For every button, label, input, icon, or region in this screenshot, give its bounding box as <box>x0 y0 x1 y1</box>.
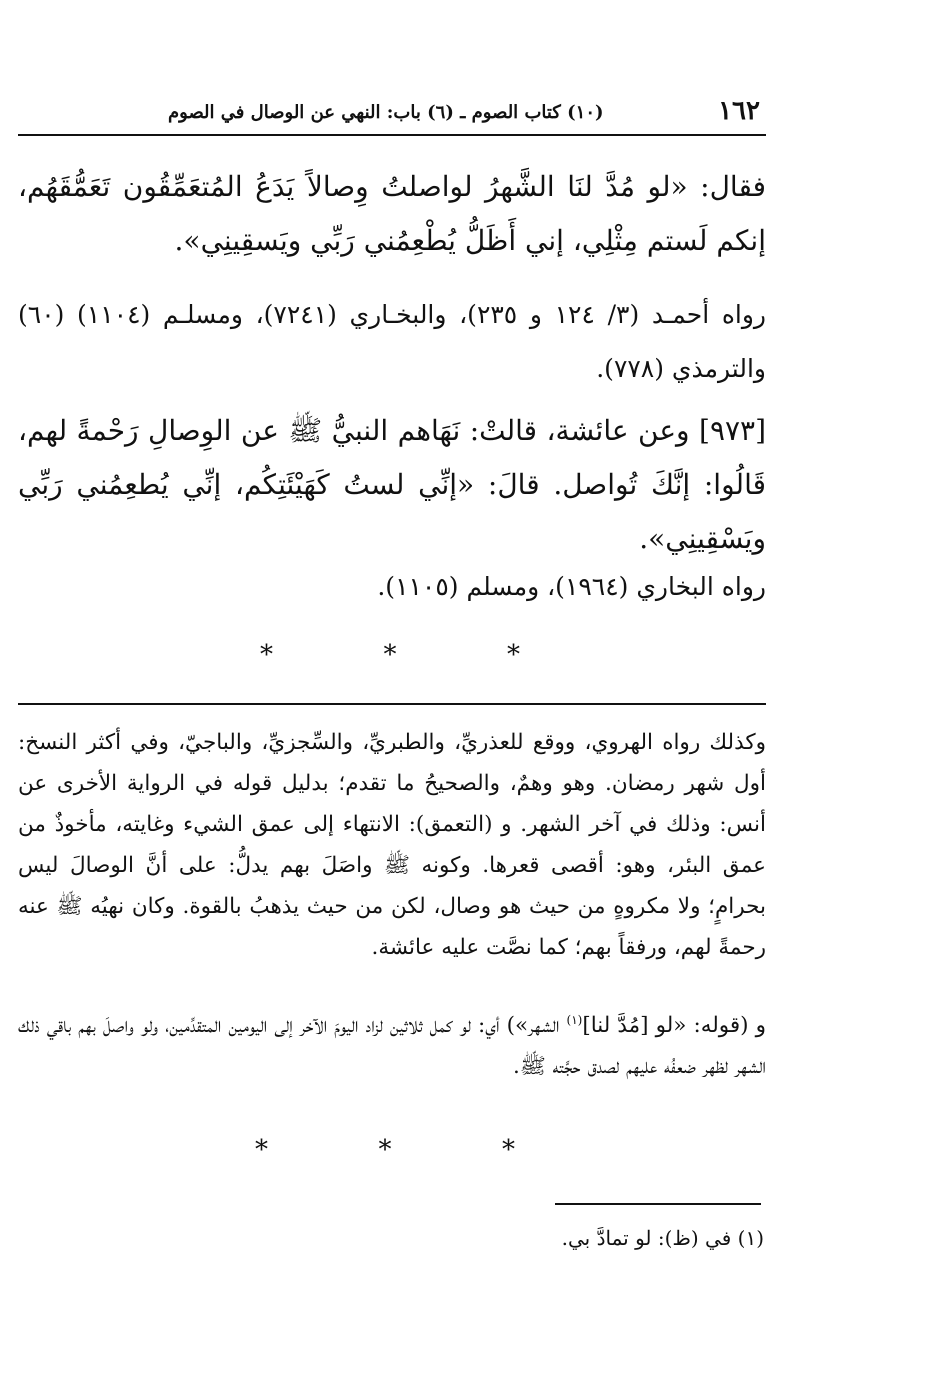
running-title: (١٠) كتاب الصوم ـ (٦) باب: النهي عن الوصال في الصوم <box>168 102 604 123</box>
separator-star: * <box>502 1135 515 1165</box>
hadith-continuation: فقال: «لو مُدَّ لنَا الشَّهرُ لواصلتُ وِصالاً يَدَعُ المُتعَمِّقُون تَعَمُّقَهُم، إنكم لَستم مِثْلِي، إني أَظَلُّ يُطْعِمُني رَبِّي ويَسقِينِي». <box>18 170 767 257</box>
separator-star: * <box>260 640 273 670</box>
commentary-paragraph-2 <box>18 1000 766 1087</box>
hadith-source-1: رواه أحمـد (٣/ ١٢٤ و ٢٣٥)، والبخـاري (٧٢٤١)، ومسلـم (١١٠٤) (٦٠) والترمذي (٧٧٨). <box>18 300 767 383</box>
page-number: ١٦٢ <box>718 96 760 126</box>
separator-star: * <box>378 1135 392 1165</box>
separator-star: * <box>255 1135 268 1165</box>
header-rule <box>18 134 766 136</box>
footnote-marker: (١) <box>566 1013 583 1027</box>
section-separator <box>255 1135 515 1165</box>
section-separator <box>260 640 520 670</box>
commentary-text: و (قوله: «لو [مُدَّ لنا] <box>582 1013 766 1039</box>
footnote-rule <box>555 1203 761 1205</box>
page-header <box>18 92 766 132</box>
separator-star: * <box>507 640 520 670</box>
footnote: (١) في (ظ): لو تمادَّ بي. <box>561 1226 764 1250</box>
separator-star: * <box>383 640 397 670</box>
commentary-paragraph-1: وكذلك رواه الهروي، ووقع للعذريِّ، والطبريِّ، والسِّجزيِّ، والباجيّ، وفي أكثر النسخ: أول شهر رمضان. وهو وهمٌ، والصحيحُ ما تقدم؛ بدليل قوله في الرواية الأخرى عن أنس: وذلك في آخر الشهر. و (التعمق): الانتهاء إلى عمق الشيء وغايته، مأخوذٌ من عمق البئر، وهو: أقصى قعرها. وكونه ﷺ واصَلَ بهم يدلُّ: على أنَّ الوصالَ ليس بحرامٍ؛ ولا مكروهٍ من حيث هو وصال، لكن من حيث يذهبُ بالقوة. وكان نهيُه ﷺ عنه رحمةً لهم، ورفقاً بهم؛ كما نصَّت عليه عائشة. <box>18 730 766 960</box>
hadith-source-2: رواه البخاري (١٩٦٤)، ومسلم (١١٠٥). <box>377 572 766 601</box>
commentary-text: الشهر») أي: لو كمل ثلاثين لزاد اليومَ الآخر إلى اليومين المتقدِّمين، ولو واصلَ بهم باقي ذلك الشهر لظهر ضعفُه عليهم لصدق حجَّته ﷺ. <box>18 1013 766 1080</box>
hadith-973: [٩٧٣] وعن عائشة، قالتْ: نَهَاهم النبيُّ ﷺ عن الوِصالِ رَحْمةً لهم، قَالُوا: إنَّكَ تُواصل. قالَ: «إنِّي لستُ كَهَيْئَتِكُم، إنِّي يُطعِمُني رَبِّي ويَسْقِينِي». <box>18 414 766 555</box>
commentary-rule <box>18 703 766 705</box>
